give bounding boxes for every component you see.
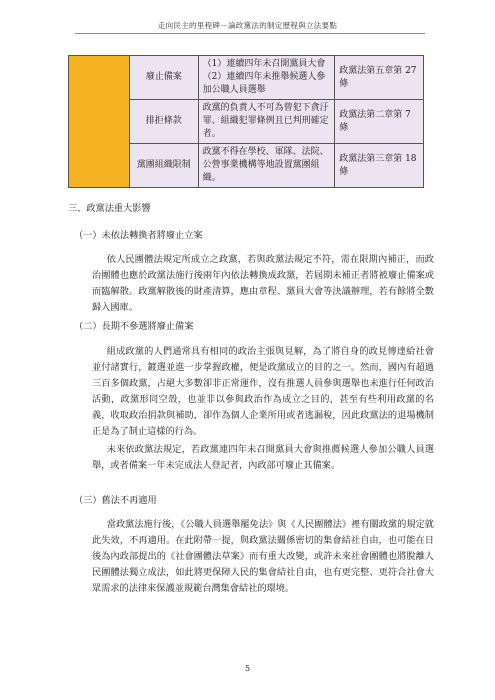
- paragraph-block: [92, 517, 434, 597]
- paragraph: 依人民團體法規定所成立之政黨，若與政黨法規定不符，需在限期內補正，而政治團體也應於政黨法施行後兩年內依法轉換成政黨，若屆期未補正者將被廢止備案或而臨解散。政黨解散後的財產清算，應由章程、黨員大會等決議辦理，若有餘將全數歸入國庫。: [92, 254, 434, 313]
- paragraph-block: [92, 442, 434, 474]
- section-heading: 三、政黨法重大影響: [68, 203, 151, 214]
- row-name-cell: 廢止備案: [129, 56, 198, 100]
- row-desc-cell: [198, 56, 335, 100]
- running-header: 走向民主的里程碑－論政黨法的制定歷程與立法要點: [157, 21, 338, 30]
- row-name-cell: 排拒條款: [129, 100, 198, 144]
- paragraph: 未來依政黨法規定，若政黨連四年未召開黨員大會與推薦候選人參加公職人員選舉，或者備案一年未完成法人登記者，內政部可廢止其備案。: [92, 444, 434, 471]
- desc-line: （2）連續四年未推舉候選人參加公職人員選舉: [202, 72, 326, 95]
- table-row: [69, 56, 424, 100]
- subsection-heading: （二）長期不參選將廢止備案: [74, 321, 194, 332]
- paragraph-block: [92, 252, 434, 316]
- paragraph-block: [92, 344, 434, 440]
- row-desc-cell: 政黨不得在學校、軍隊、法院、公營事業機構等地設置黨團組織。: [198, 144, 335, 188]
- page-number: 5: [244, 664, 251, 673]
- row-desc-cell: 政黨的負責人不可為曾犯下貪汙罪、組織犯罪條例且已判刑確定者。: [198, 100, 335, 144]
- row-ref-cell: 政黨法第五章第 27 條: [335, 56, 424, 100]
- category-cell: [69, 56, 130, 188]
- subsection-heading: （一）未依法轉換者將廢止立案: [74, 230, 203, 241]
- row-name-cell: 黨團組織限制: [129, 144, 198, 188]
- law-table: [68, 55, 424, 188]
- desc-line: （1）連續四年未召開黨員大會: [202, 59, 326, 69]
- header-rule: [75, 33, 425, 34]
- row-ref-cell: 政黨法第三章第 18 條: [335, 144, 424, 188]
- paragraph: 組成政黨的人們通常具有相同的政治主張與見解，為了將自身的政見傳達給社會並付諸實行，鍍選並進一步掌握政權，便是政黨成立的目的之一。然而，國內有超過三百多個政黨，占絕大多數卻非正常運作，沒有推選人員參與選舉也未進行任何政治活動，政黨形同空殼，也並非以參與政治作為成立之目的，甚至有些利用政黨的名義，收取政治捐款與補助，卻作為個人企業所用或者逃漏稅，因此政黨法的退場機制正是為了制止這樣的行為。: [92, 346, 434, 437]
- row-ref-cell: 政黨法第二章第 7 條: [335, 100, 424, 144]
- subsection-heading: （三）舊法不再適用: [74, 495, 157, 506]
- paragraph: 當政黨法施行後，《公職人員選舉罷免法》與《人民團體法》裡有關政黨的規定就此失效，不再適用。在此附帶一提，與政黨法關係密切的集會結社自由，也可能在日後為內政部提出的《社會團體法草案》而有重大改變，或許未來社會團體也將脫離人民團體法獨立成法，如此將更保障人民的集會結社自由，也有更完整、更符合社會大眾需求的法律來保護並規範台灣集會結社的環境。: [92, 519, 434, 594]
